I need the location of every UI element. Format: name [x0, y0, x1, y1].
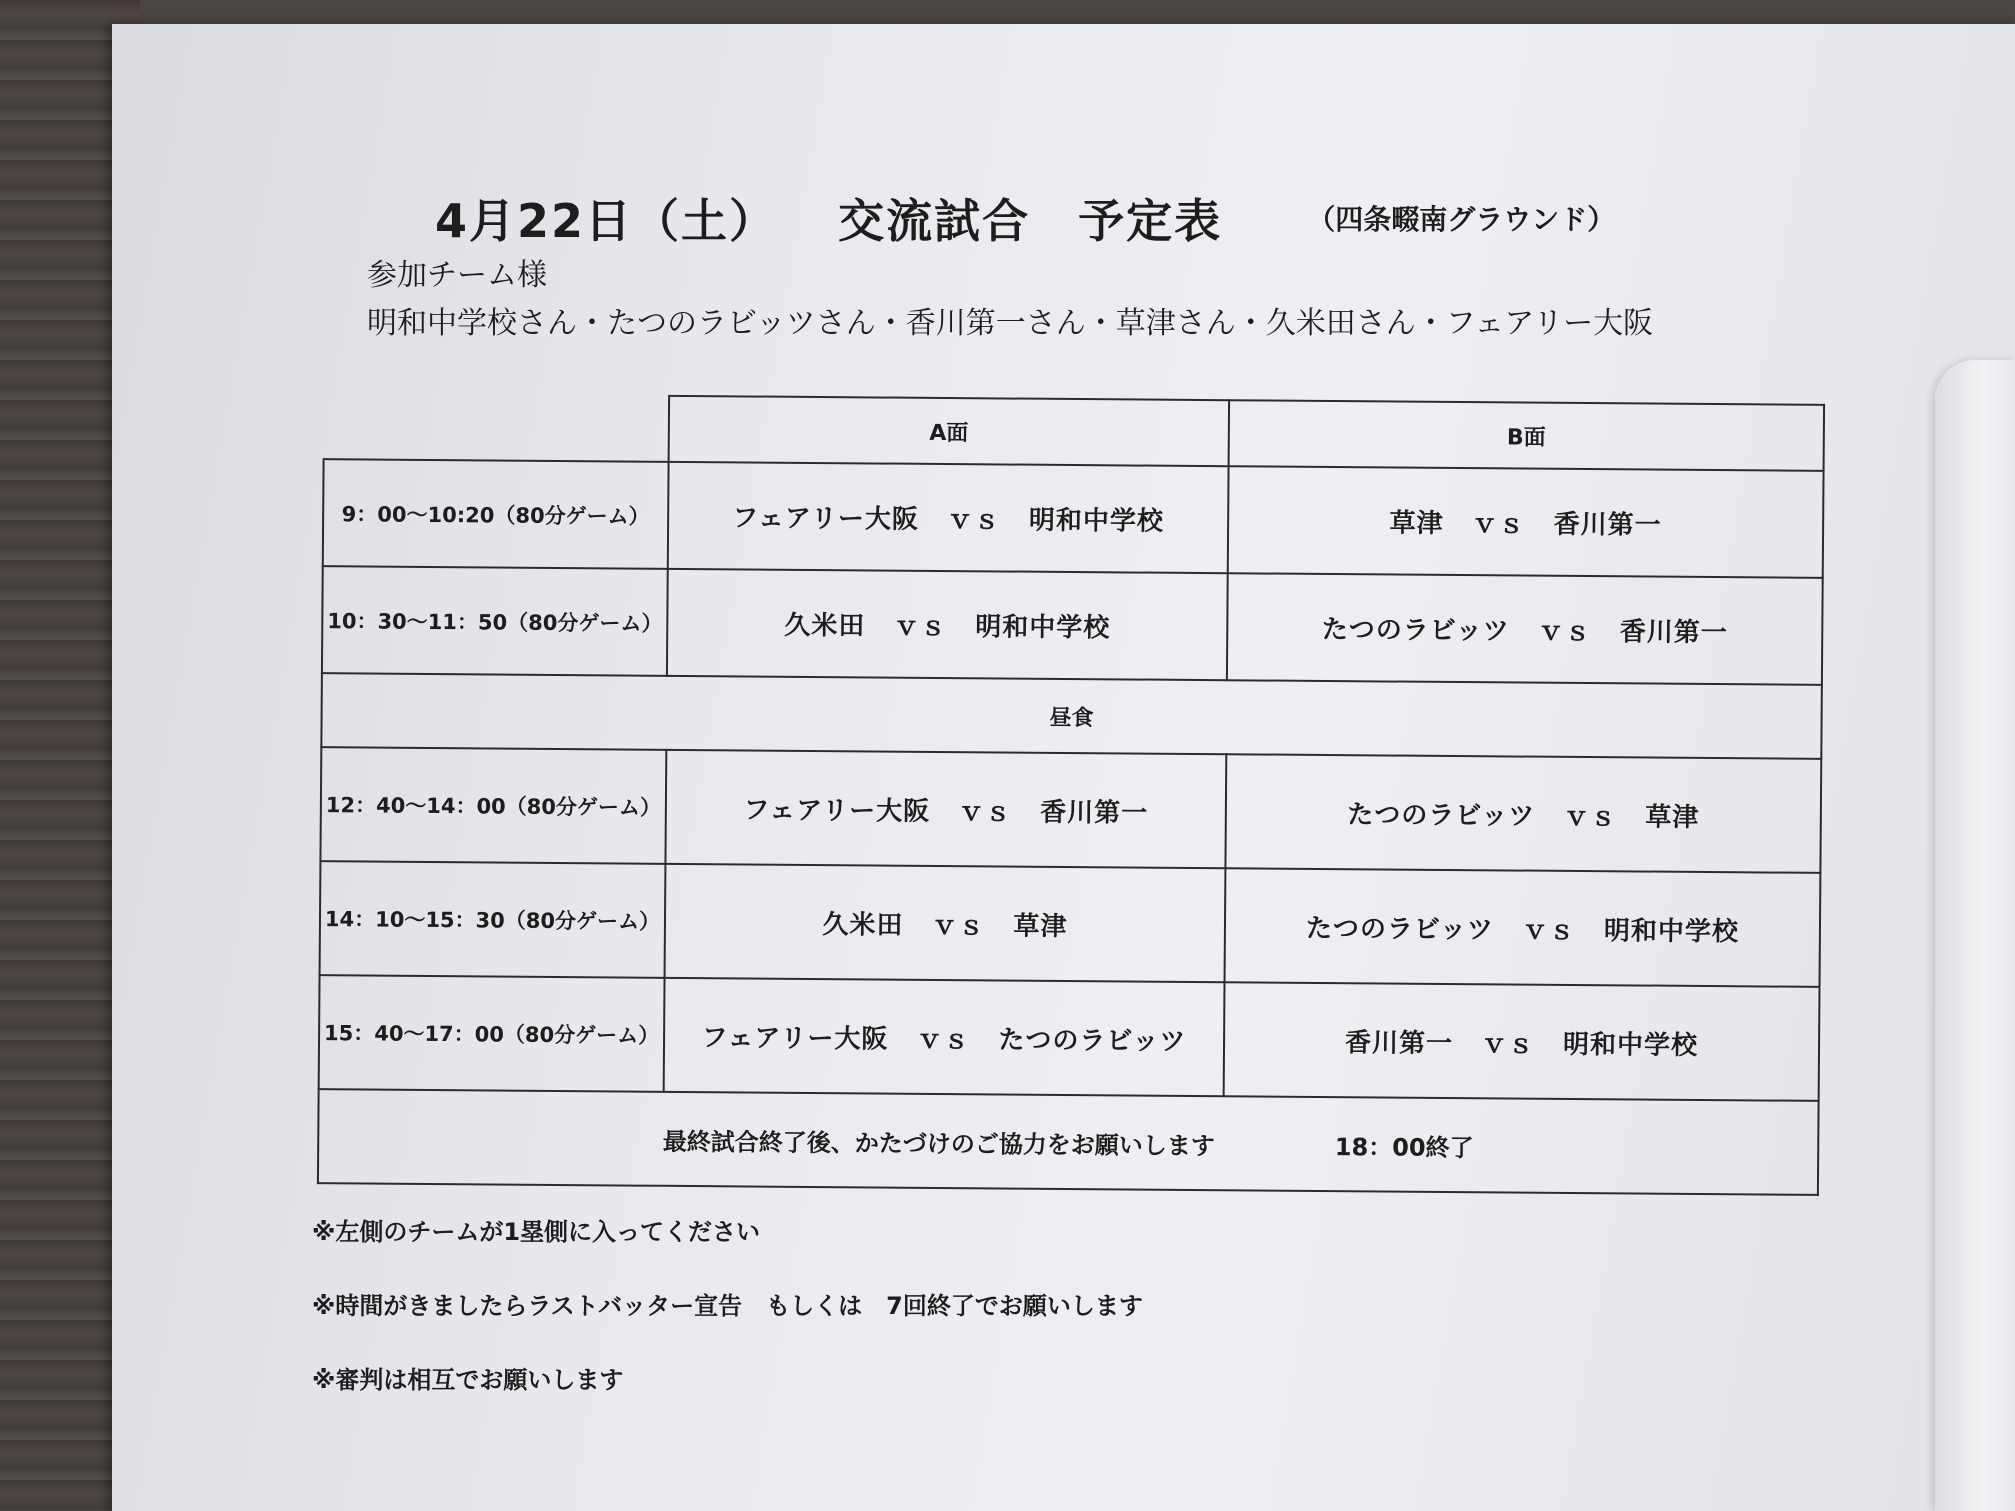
- table-row: [320, 861, 1821, 987]
- folded-sheet: [1935, 360, 2015, 1511]
- header-blank-cell: [324, 393, 670, 462]
- table-row: [319, 975, 1820, 1101]
- team-away: 草津: [1645, 802, 1700, 833]
- participants-list: 明和中学校さん・たつのラビッツさん・香川第一さん・草津さん・久米田さん・フェアリー大阪: [367, 306, 1654, 341]
- match-schedule-table: [317, 392, 1825, 1196]
- team-home: 久米田: [784, 610, 866, 642]
- vs-label: ｖｓ: [916, 1024, 971, 1055]
- team-home: フェアリー大阪: [732, 503, 920, 535]
- table-header-row: [324, 393, 1824, 471]
- vs-label: ｖｓ: [1537, 616, 1592, 648]
- team-home: フェアリー大阪: [743, 794, 931, 827]
- team-home: たつのラビッツ: [1321, 614, 1510, 647]
- team-away: 明和中学校: [1603, 915, 1740, 947]
- vs-label: ｖｓ: [946, 505, 1002, 536]
- title-row: [435, 185, 1685, 255]
- match-b: [1225, 868, 1821, 987]
- vs-label: ｖｓ: [1521, 915, 1577, 946]
- match-a: [665, 864, 1226, 982]
- vs-label: ｖｓ: [1563, 801, 1618, 832]
- table-row: [323, 459, 1824, 578]
- match-b: [1228, 466, 1824, 578]
- note-item: ※時間がきましたらラストバッター宣告 もしくは 7回終了でお願いします: [312, 1292, 1143, 1320]
- time-slot: 15：40～17：00（80分ゲーム）: [319, 975, 665, 1092]
- match-b: [1225, 754, 1821, 873]
- team-home: たつのラビッツ: [1347, 799, 1536, 832]
- column-header-b: B面: [1229, 400, 1825, 471]
- note-item: ※左側のチームが1塁側に入ってください: [312, 1218, 761, 1246]
- team-away: たつのラビッツ: [998, 1024, 1187, 1057]
- notes: [312, 1195, 1143, 1417]
- team-home: 草津: [1389, 508, 1444, 539]
- team-home: フェアリー大阪: [701, 1022, 889, 1055]
- team-away: 明和中学校: [1562, 1029, 1699, 1061]
- table-row: [322, 566, 1823, 685]
- closing-end-time: 18：00終了: [1334, 1132, 1474, 1162]
- closing-cell: [318, 1089, 1819, 1195]
- time-slot: 14：10～15：30（80分ゲーム）: [320, 861, 666, 978]
- document-title: 交流試合 予定表: [838, 194, 1223, 248]
- vs-label: ｖｓ: [958, 796, 1013, 828]
- match-a: [668, 462, 1229, 573]
- time-slot: 10：30～11：50（80分ゲーム）: [322, 566, 668, 676]
- vs-label: ｖｓ: [931, 910, 986, 941]
- vs-label: ｖｓ: [1480, 1028, 1536, 1060]
- team-away: 明和中学校: [1028, 505, 1165, 537]
- match-a: [667, 569, 1228, 680]
- event-date: 4月22日（土）: [435, 194, 778, 248]
- match-b: [1224, 982, 1820, 1101]
- match-a: [665, 750, 1226, 868]
- table-row: [320, 747, 1821, 873]
- closing-message: 最終試合終了後、かたづけのご協力をお願いします: [662, 1127, 1215, 1160]
- vs-label: ｖｓ: [1471, 509, 1526, 540]
- column-header-a: A面: [669, 396, 1230, 466]
- venue-name: （四条畷南グラウンド）: [1307, 203, 1616, 236]
- vs-label: ｖｓ: [893, 611, 948, 643]
- lunch-label: 昼食: [321, 673, 1822, 759]
- lunch-row: [321, 673, 1822, 759]
- time-slot: 9：00～10:20（80分ゲーム）: [323, 459, 669, 569]
- match-a: [664, 978, 1225, 1096]
- participants-heading: 参加チーム様: [367, 258, 547, 293]
- team-home: 久米田: [822, 909, 904, 941]
- team-away: 草津: [1013, 911, 1068, 942]
- team-away: 明和中学校: [975, 612, 1111, 644]
- team-away: 香川第一: [1040, 797, 1149, 829]
- team-away: 香川第一: [1619, 617, 1728, 649]
- match-b: [1227, 573, 1823, 685]
- team-home: 香川第一: [1344, 1027, 1454, 1059]
- time-slot: 12：40～14：00（80分ゲーム）: [320, 747, 666, 864]
- note-item: ※審判は相互でお願いします: [312, 1366, 624, 1394]
- team-away: 香川第一: [1553, 509, 1662, 541]
- team-home: たつのラビッツ: [1305, 913, 1495, 945]
- closing-row: [318, 1089, 1819, 1195]
